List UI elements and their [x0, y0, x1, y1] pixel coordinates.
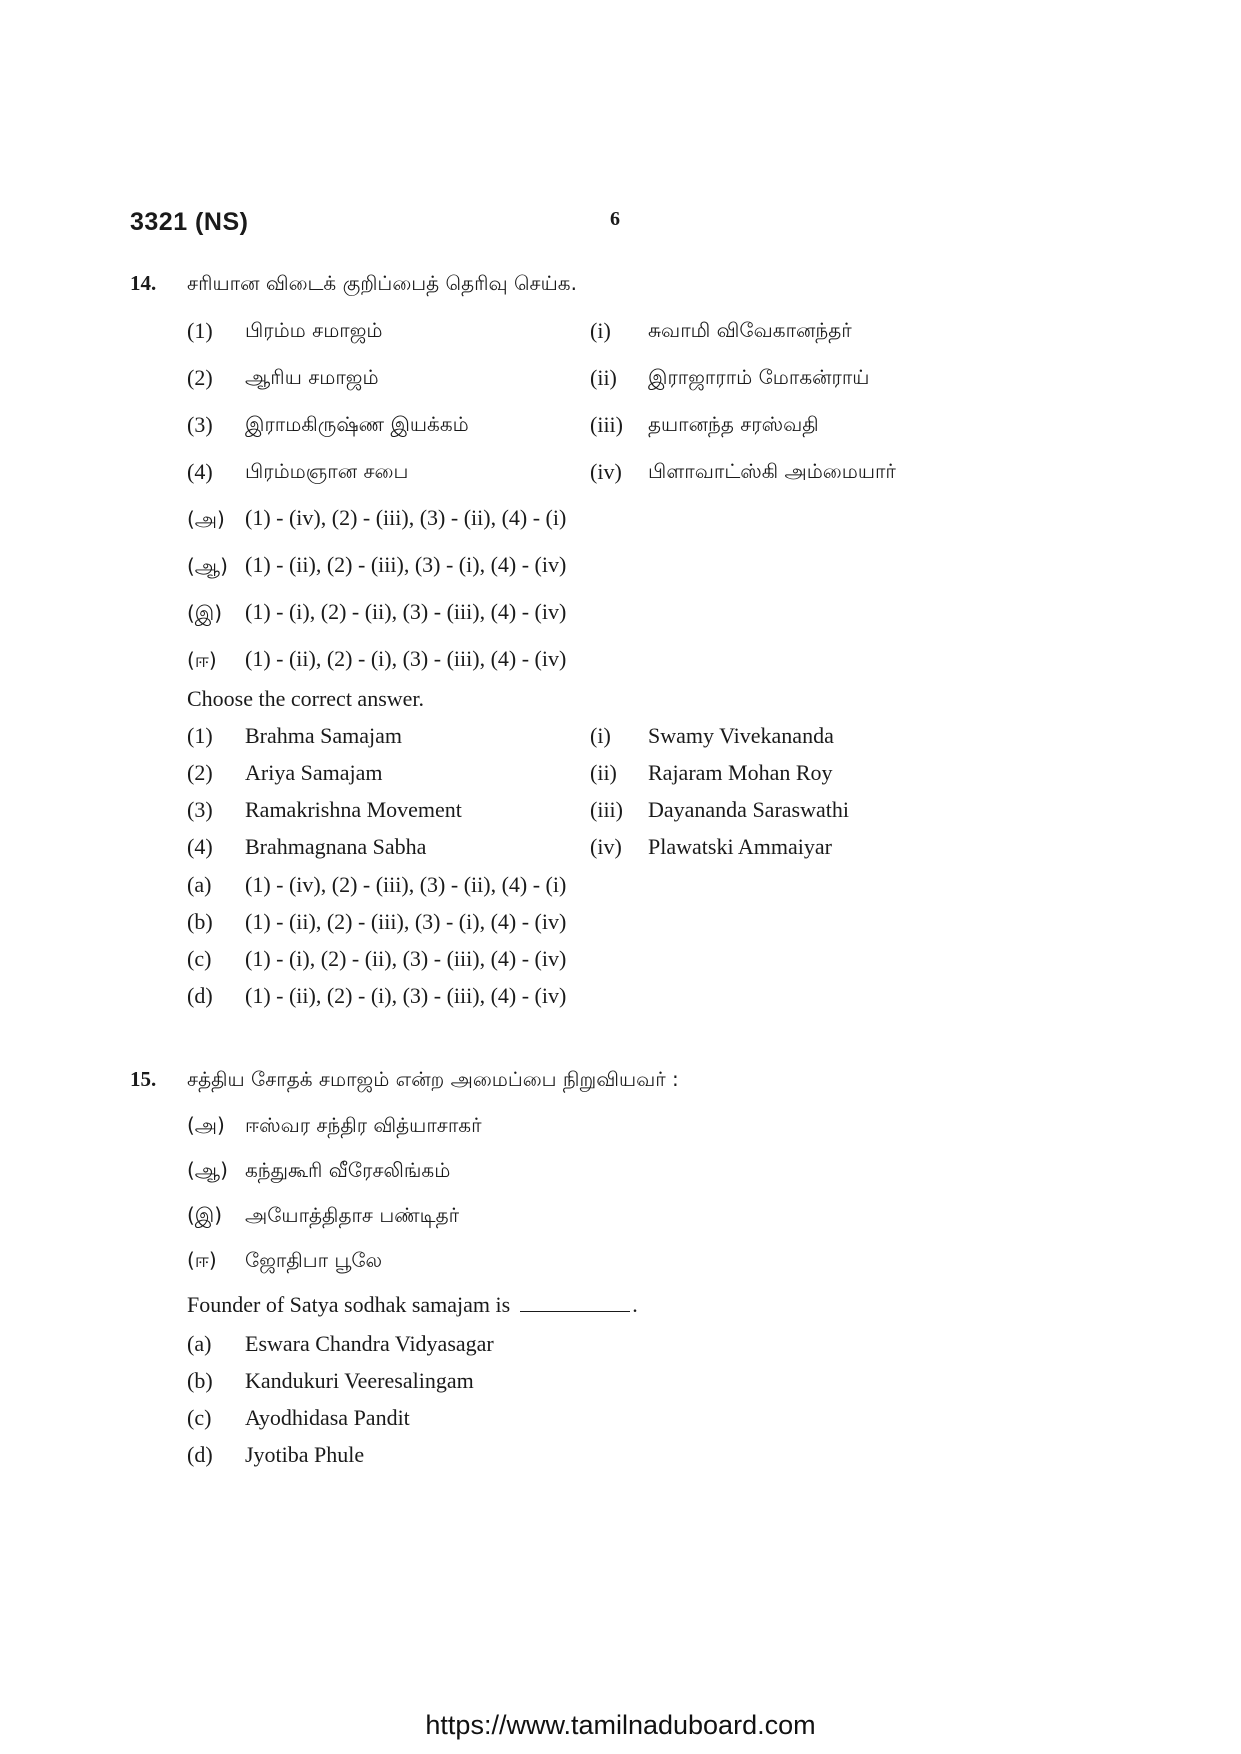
match-left-text: Ramakrishna Movement — [245, 797, 462, 822]
page-number: 6 — [610, 208, 620, 230]
match-right-text: Plawatski Ammaiyar — [648, 834, 832, 859]
option-label: (இ) — [187, 1203, 223, 1227]
match-left-text: Brahmagnana Sabha — [245, 834, 427, 859]
option-text: ஜோதிபா பூலே — [245, 1248, 383, 1272]
match-left-num: (3) — [187, 412, 213, 437]
match-right-text: சுவாமி விவேகானந்தர் — [648, 318, 852, 342]
option-label: (c) — [187, 1405, 212, 1430]
option-text: கந்துகூரி வீரேசலிங்கம் — [245, 1158, 451, 1182]
match-left-text: ஆரிய சமாஜம் — [245, 365, 379, 389]
option-text: (1) - (ii), (2) - (i), (3) - (iii), (4) - (iv) — [245, 646, 567, 671]
option-label: (ஈ) — [187, 1248, 217, 1272]
option-label: (ஆ) — [187, 554, 228, 578]
match-left-num: (1) — [187, 723, 213, 748]
footer-url[interactable]: https://www.tamilnaduboard.com — [425, 1710, 816, 1740]
option-label: (அ) — [187, 507, 225, 531]
match-right-num: (iv) — [590, 834, 622, 859]
option-text: Ayodhidasa Pandit — [245, 1405, 410, 1430]
option-text: Kandukuri Veeresalingam — [245, 1368, 474, 1393]
match-left-text: Ariya Samajam — [245, 760, 383, 785]
option-label: (b) — [187, 1368, 213, 1393]
match-right-num: (iii) — [590, 412, 623, 437]
option-text: Jyotiba Phule — [245, 1442, 365, 1467]
option-label: (அ) — [187, 1113, 225, 1137]
option-text: (1) - (i), (2) - (ii), (3) - (iii), (4) - (iv) — [245, 946, 567, 971]
match-right-text: Dayananda Saraswathi — [648, 797, 849, 822]
match-right-num: (ii) — [590, 760, 617, 785]
question-14-english-prompt: Choose the correct answer. — [187, 686, 425, 711]
match-left-text: இராமகிருஷ்ண இயக்கம் — [245, 412, 469, 436]
question-14-number: 14. — [130, 271, 157, 295]
match-left-num: (4) — [187, 834, 213, 859]
option-label: (c) — [187, 946, 212, 971]
option-text: (1) - (ii), (2) - (i), (3) - (iii), (4) - (iv) — [245, 983, 567, 1008]
question-14-tamil-prompt: சரியான விடைக் குறிப்பைத் தெரிவு செய்க. — [187, 271, 577, 295]
option-text: (1) - (i), (2) - (ii), (3) - (iii), (4) - (iv) — [245, 599, 567, 624]
option-text: ஈஸ்வர சந்திர வித்யாசாகர் — [245, 1113, 482, 1137]
option-text: அயோத்திதாச பண்டிதர் — [245, 1203, 460, 1227]
option-text: (1) - (iv), (2) - (iii), (3) - (ii), (4) - (i) — [245, 872, 567, 897]
question-15-number: 15. — [130, 1067, 157, 1091]
paper-code: 3321 (NS) — [130, 208, 249, 236]
match-right-num: (i) — [590, 318, 611, 343]
option-label: (a) — [187, 1331, 212, 1356]
match-left-text: Brahma Samajam — [245, 723, 403, 748]
match-right-text: Swamy Vivekananda — [648, 723, 834, 748]
match-left-num: (2) — [187, 760, 213, 785]
match-left-num: (1) — [187, 318, 213, 343]
option-label: (இ) — [187, 601, 223, 625]
prompt-end: . — [632, 1292, 638, 1317]
match-right-num: (iii) — [590, 797, 623, 822]
match-right-num: (iv) — [590, 459, 622, 484]
match-left-text: பிரம்மஞான சபை — [245, 459, 409, 483]
prompt-text: Founder of Satya sodhak samajam is — [187, 1292, 511, 1317]
answer-blank — [520, 1291, 630, 1312]
match-right-num: (ii) — [590, 365, 617, 390]
option-text: (1) - (ii), (2) - (iii), (3) - (i), (4) - (iv) — [245, 909, 567, 934]
match-right-text: பிளாவாட்ஸ்கி அம்மையார் — [648, 459, 896, 483]
match-left-num: (2) — [187, 365, 213, 390]
option-label: (d) — [187, 1442, 213, 1467]
question-15-tamil-prompt: சத்திய சோதக் சமாஜம் என்ற அமைப்பை நிறுவியவர் : — [187, 1067, 679, 1091]
option-text: (1) - (ii), (2) - (iii), (3) - (i), (4) - (iv) — [245, 552, 567, 577]
option-label: (d) — [187, 983, 213, 1008]
option-label: (a) — [187, 872, 212, 897]
question-15-english-prompt — [187, 1291, 638, 1318]
match-left-text: பிரம்ம சமாஜம் — [245, 318, 383, 342]
option-text: (1) - (iv), (2) - (iii), (3) - (ii), (4) - (i) — [245, 505, 567, 530]
option-label: (ஈ) — [187, 648, 217, 672]
option-label: (b) — [187, 909, 213, 934]
match-right-text: Rajaram Mohan Roy — [648, 760, 833, 785]
match-right-text: தயானந்த சரஸ்வதி — [648, 412, 819, 436]
option-label: (ஆ) — [187, 1158, 228, 1182]
match-left-num: (4) — [187, 459, 213, 484]
match-left-num: (3) — [187, 797, 213, 822]
match-right-num: (i) — [590, 723, 611, 748]
option-text: Eswara Chandra Vidyasagar — [245, 1331, 494, 1356]
match-right-text: இராஜாராம் மோகன்ராய் — [648, 365, 870, 389]
